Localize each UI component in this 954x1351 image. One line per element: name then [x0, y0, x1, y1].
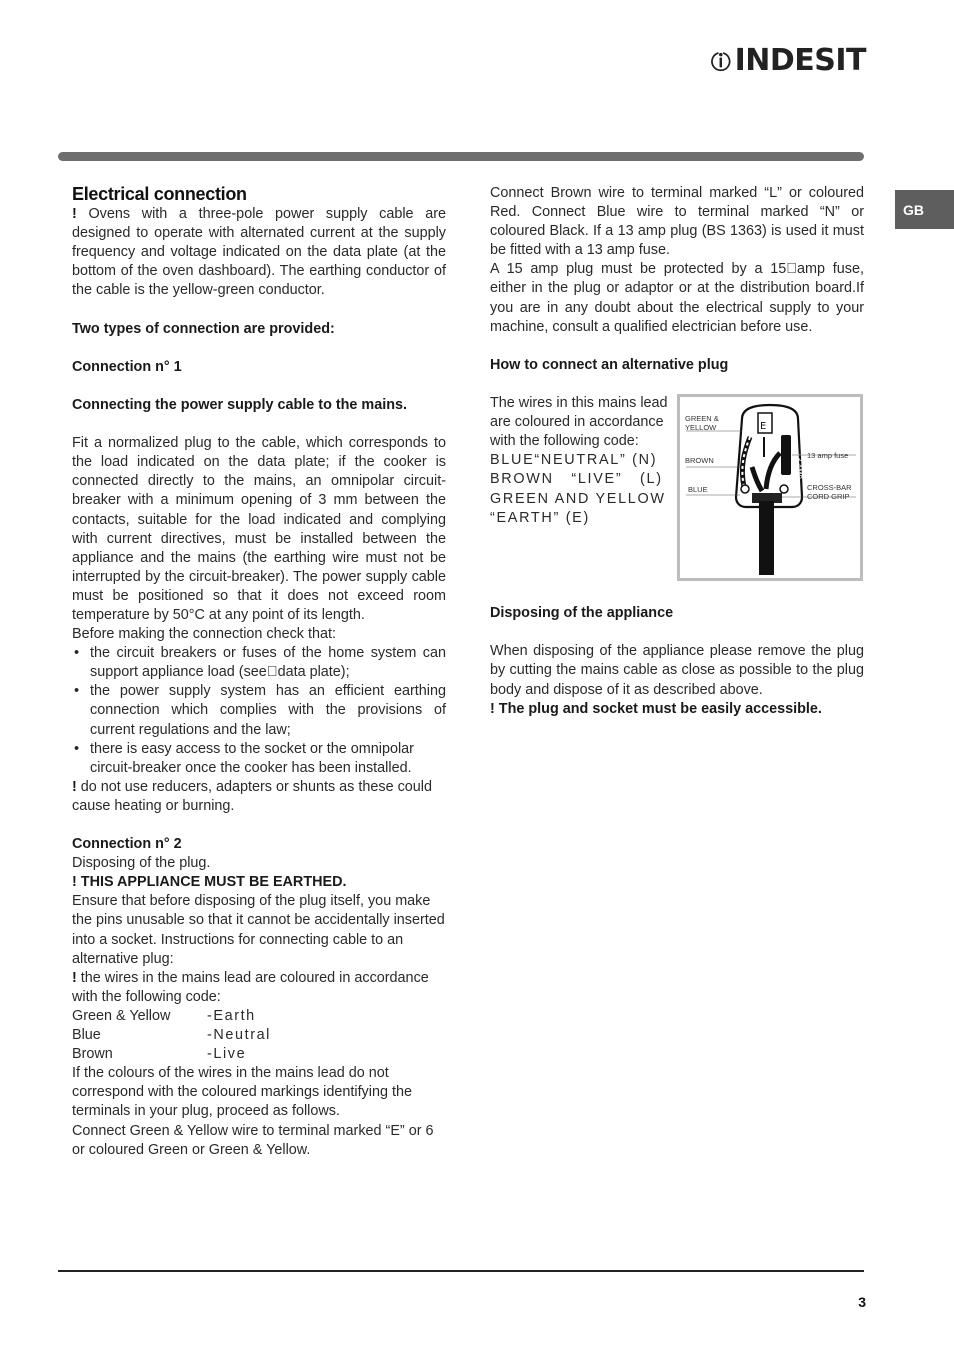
fuse-mark: 13 AMP [795, 452, 803, 479]
brand-name: INDESIT [734, 43, 866, 78]
list-item: • the power supply system has an efficient earthing connection which complies with the provisions of current regulations and the law; [72, 682, 446, 739]
section-title: Electrical connection [72, 184, 247, 204]
svg-text:E: E [760, 421, 767, 433]
connect-green-paragraph: Connect Green & Yellow wire to terminal marked “E” or 6 or coloured Green or Green & Yellow. [72, 1122, 434, 1158]
earthed-warning: ! THIS APPLIANCE MUST BE EARTHED. [72, 874, 347, 891]
before-connection-text: Before making the connection check that: [72, 626, 336, 643]
intro-paragraph [72, 205, 446, 300]
warning-mark: ! [72, 969, 77, 986]
indesit-logo-icon [711, 39, 731, 83]
connection-2-subheading: Disposing of the plug. [72, 855, 211, 872]
accessible-warning: ! The plug and socket must be easily accessible. [490, 700, 822, 717]
warning-mark: ! [72, 206, 77, 222]
alt-plug-heading: How to connect an alternative plug [490, 356, 729, 373]
disposing-paragraph: When disposing of the appliance please remove the plug by cutting the mains cable as close as possible to the plug body and dispose of it as described above. [490, 643, 864, 698]
plug-section [490, 394, 864, 582]
wire-code-row [72, 1026, 446, 1045]
connection-1-heading: Connection n° 1 [72, 358, 182, 375]
list-item: • the circuit breakers or fuses of the home system can support appliance load (see data plate); [72, 644, 446, 682]
amp15-paragraph: A 15 amp plug must be protected by a 15 amp fuse, either in the plug or adaptor or at the distribution board.If you are in any doubt about the electrical supply to your machine, consult a qualified electrician before use. [490, 261, 864, 335]
list-item: • there is easy access to the socket or the omnipolar circuit-breaker once the cooker has been installed. [72, 740, 446, 778]
reducers-text: do not use reducers, adapters or shunts as these could cause heating or burning. [72, 778, 432, 814]
label-brown: BROWN [685, 456, 714, 466]
label-cord-grip: CROSS-BAR CORD GRIP [807, 483, 852, 501]
label-fuse: 13 amp fuse [807, 451, 849, 461]
plug-code-brown: BROWN “LIVE” (L) [490, 471, 663, 488]
check-list [72, 644, 446, 778]
connection-1-subheading: Connecting the power supply cable to the mains. [72, 396, 408, 413]
wire-name: Brown [72, 1046, 113, 1063]
wires-paragraph [72, 969, 446, 1007]
plug-code-blue: BLUE“NEUTRAL” (N) [490, 452, 658, 469]
if-colours-paragraph: If the colours of the wires in the mains lead do not correspond with the coloured markings identifying the terminals in your plug, proceed as follows. [72, 1065, 412, 1120]
plug-code-text [490, 394, 668, 528]
fit-plug-paragraph: Fit a normalized plug to the cable, which corresponds to the load indicated on the data plate; if the cooker is connected directly to the mains, an omnipolar circuit-breaker with a minimum opening of 3 mm between the contacts, suitable for the load indicated and complying with current directives, must be installed between the appliance and the mains (the earthing wire must not be interrupted by the circuit-breaker). The power supply cable must be positioned so that it does not exceed room temperature by 50°C at any point of its length. [72, 435, 446, 623]
reducers-warning [72, 778, 446, 816]
wire-code-row [72, 1007, 446, 1026]
plug-code-green: GREEN AND YELLOW “EARTH” (E) [490, 490, 666, 526]
wire-name: Blue [72, 1027, 101, 1044]
disposing-heading: Disposing of the appliance [490, 605, 674, 622]
wire-role: -Live [207, 1046, 247, 1063]
label-green-yellow: GREEN & YELLOW [685, 414, 719, 432]
left-column [72, 184, 446, 1160]
header-divider [58, 152, 864, 161]
connect-brown-paragraph: Connect Brown wire to terminal marked “L” or coloured Red. Connect Blue wire to terminal marked “N” or coloured Black. If a 13 amp plug (BS 1363) is used it must be fitted with a 13 amp fuse. [490, 185, 864, 259]
plug-diagram [677, 394, 863, 581]
warning-mark: ! [72, 778, 77, 795]
footer-divider [58, 1270, 864, 1272]
two-types-heading: Two types of connection are provided: [72, 320, 335, 337]
indesit-logo [711, 38, 866, 84]
wire-name: Green & Yellow [72, 1007, 171, 1024]
wire-role: -Neutral [207, 1027, 271, 1044]
wires-text: the wires in the mains lead are coloured in accordance with the following code: [72, 969, 429, 1005]
right-column [490, 184, 864, 719]
language-tab: GB [895, 190, 954, 229]
page-number: 3 [858, 1294, 866, 1310]
ensure-paragraph: Ensure that before disposing of the plug itself, you make the pins unusable so that it cannot be accidentally inserted into a socket. Instructions for connecting cable to an alternative plug: [72, 893, 445, 967]
wire-code-row [72, 1045, 446, 1064]
wire-role: -Earth [207, 1007, 256, 1024]
plug-intro: The wires in this mains lead are coloured in accordance with the following code: [490, 395, 668, 450]
intro-text: Ovens with a three-pole power supply cable are designed to operate with alternated current at the supply frequency and voltage indicated on the data plate (at the bottom of the oven dashboard). The earthing conductor of the cable is the yellow-green conductor. [72, 206, 446, 299]
connection-2-heading: Connection n° 2 [72, 836, 182, 853]
label-blue: BLUE [688, 485, 708, 495]
